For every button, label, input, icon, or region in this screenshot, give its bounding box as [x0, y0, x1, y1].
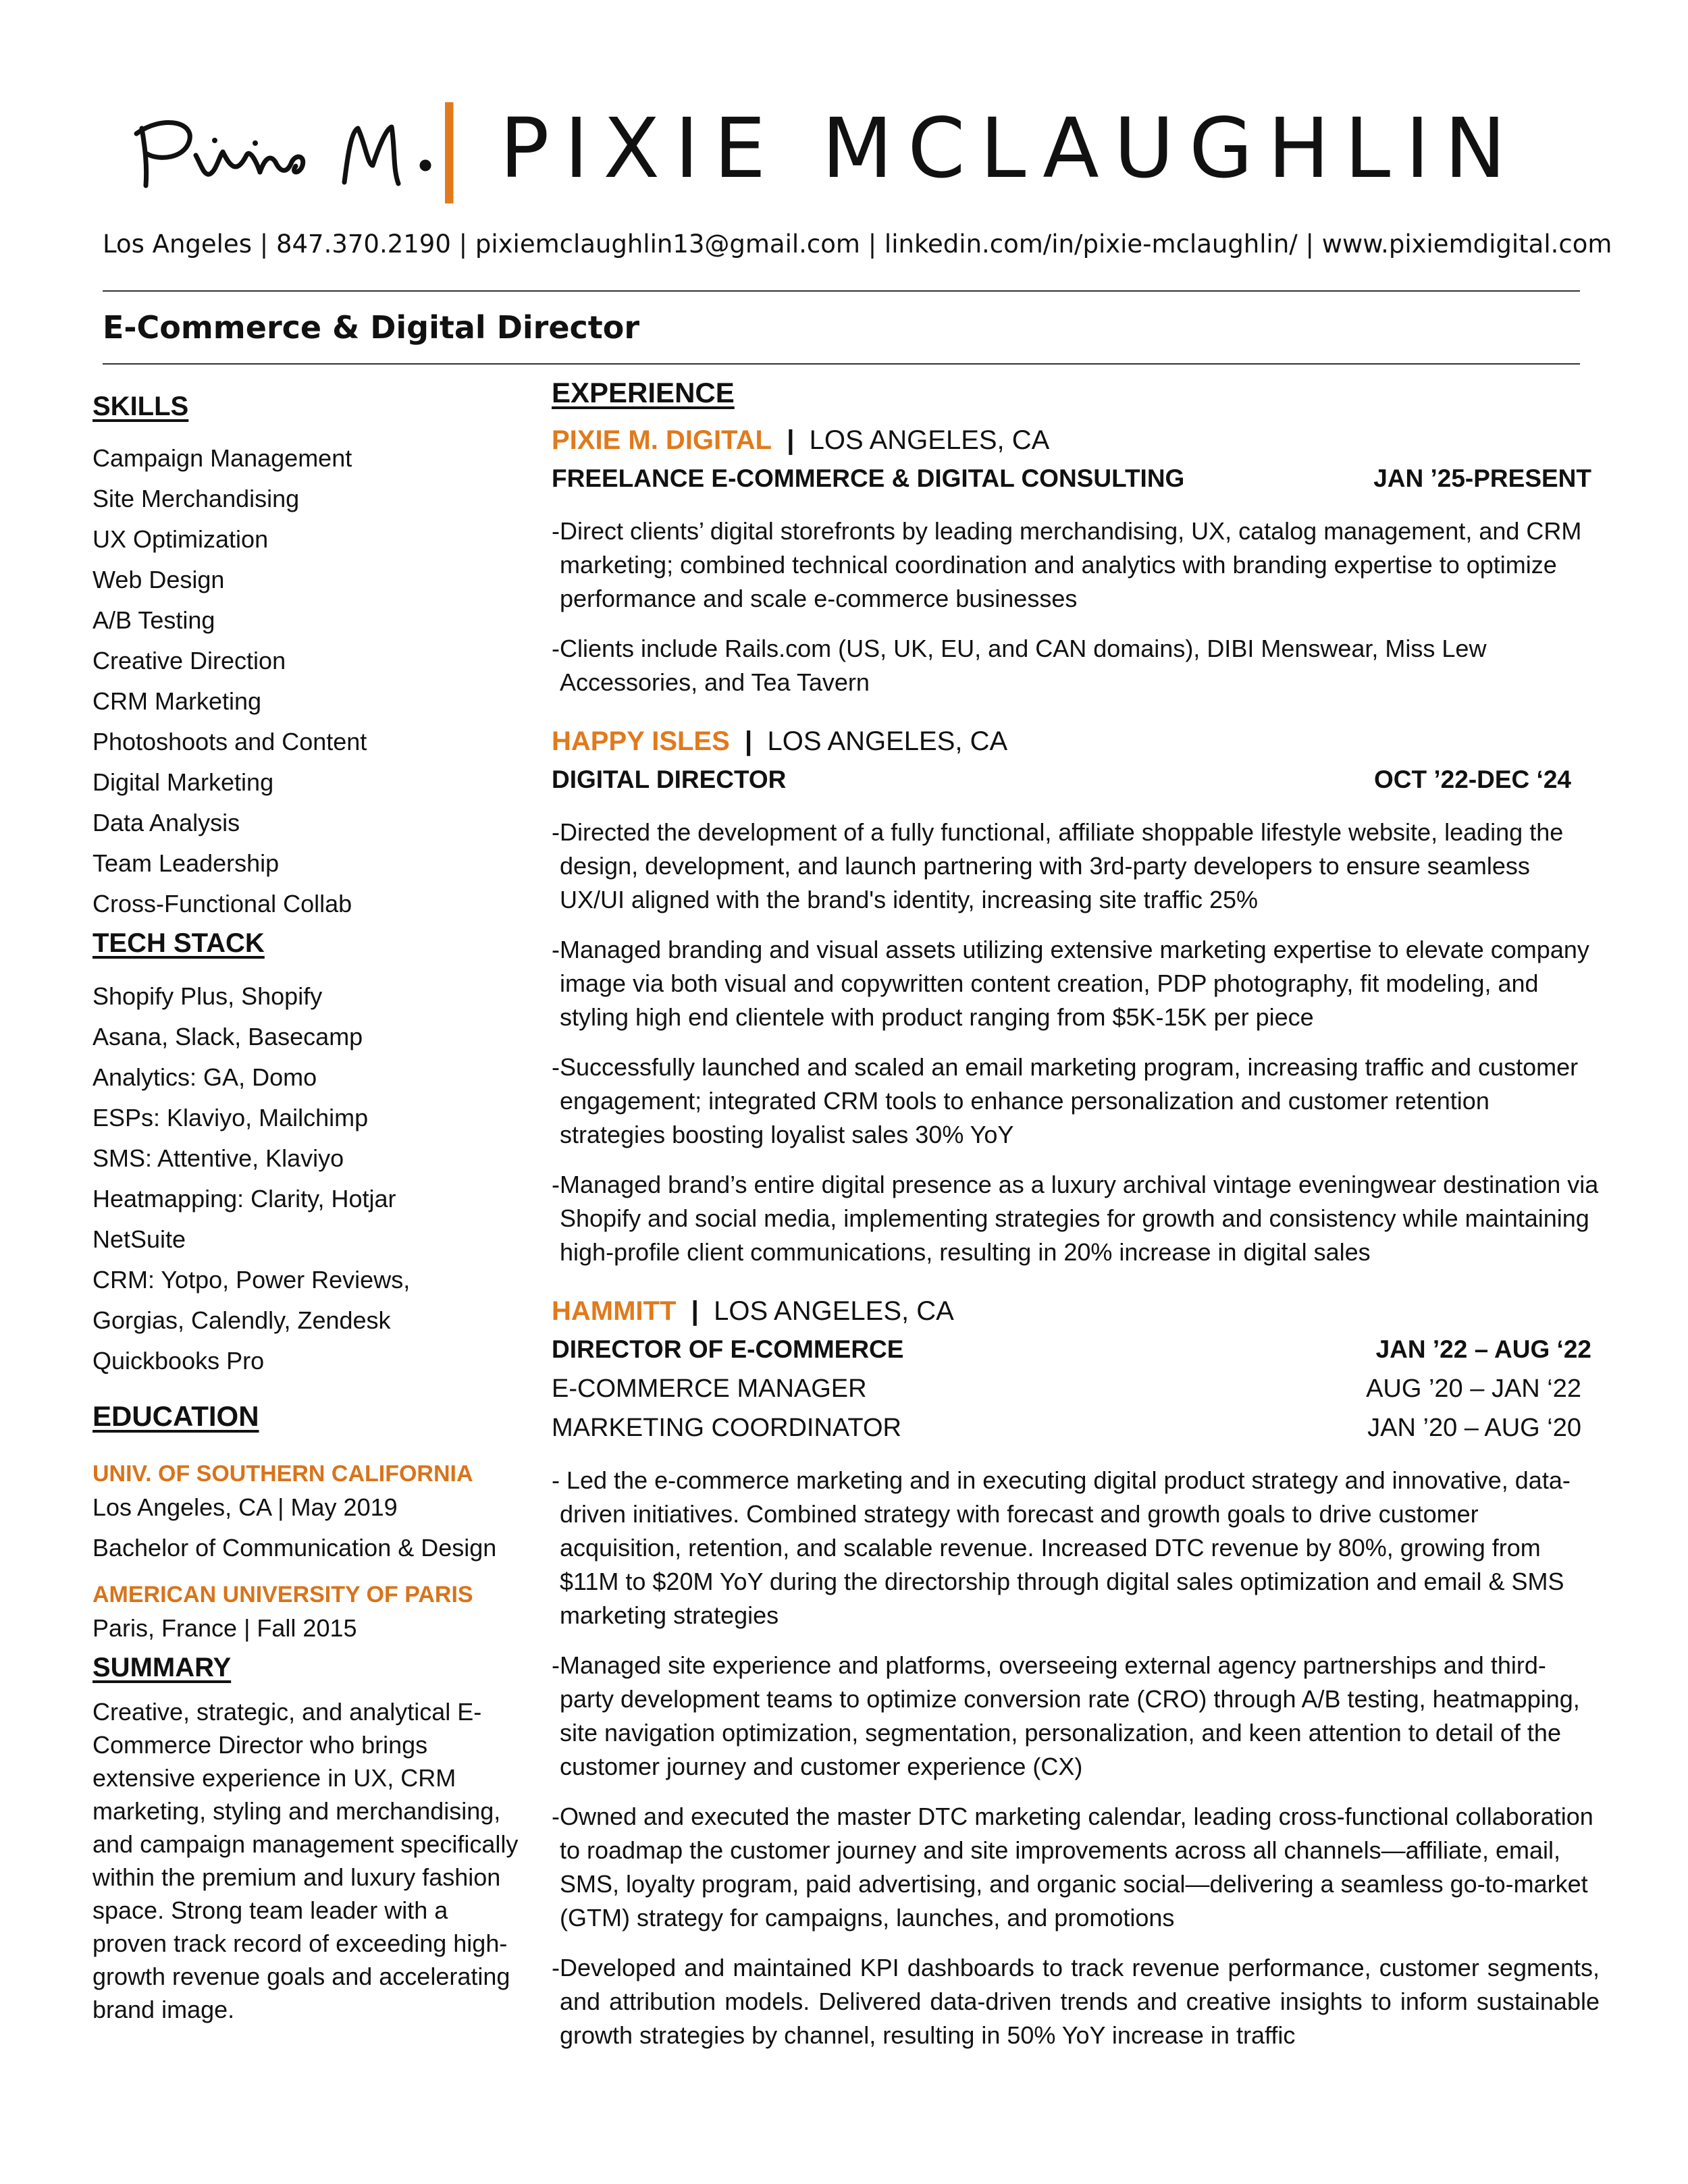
bullet-item: -Managed brand’s entire digital presence as a luxury archival vintage eveningwear destination via Shopify and social media, implementing strategies for growth and consistency while maintaining high-profile client communications, resulting in 20% increase in digital sales: [552, 1171, 1599, 1266]
company-location: LOS ANGELES, CA: [809, 425, 1050, 455]
company-separator: |: [745, 726, 753, 756]
company-location: LOS ANGELES, CA: [714, 1296, 954, 1326]
company-separator: |: [691, 1296, 699, 1326]
bullet-item: - Led the e-commerce marketing and in executing digital product strategy and innovative, data-driven initiatives. Combined strategy with forecast and growth goals to drive customer acquisition, retention, and scalable revenue. Increased DTC revenue by 80%, growing from $11M to $20M YoY during the directorship through digital sales optimization and email & SMS marketing strategies: [552, 1466, 1571, 1629]
role-dates: JAN ’22 – AUG ‘22: [1375, 1335, 1591, 1363]
list-item: Photoshoots and Content: [93, 728, 367, 755]
list-item: Web Design: [93, 566, 225, 593]
company-name: HAPPY ISLES: [552, 726, 730, 756]
full-name: PIXIE MCLAUGHLIN: [500, 101, 1521, 196]
list-item: Campaign Management: [93, 444, 352, 472]
bullet-item: -Developed and maintained KPI dashboards to track revenue performance, customer segments, and attribution models. Delivered data-driven trends and creative insights to inform sustainable growth strategies by channel, resulting in 50% YoY increase in traffic: [552, 1954, 1600, 2049]
education-degree: Bachelor of Communication & Design: [93, 1534, 497, 1562]
role-dates: AUG ’20 – JAN ‘22: [1366, 1375, 1581, 1403]
list-item: A/B Testing: [93, 606, 215, 634]
list-item: Digital Marketing: [93, 768, 274, 796]
experience-section: [552, 377, 1605, 2052]
bullet-item: -Managed branding and visual assets utilizing extensive marketing expertise to elevate company image via both visual and copywritten content creation, PDP photography, fit modeling, and styling high end clientele with product ranging from $5K-15K per piece: [552, 936, 1589, 1031]
list-item: Site Merchandising: [93, 485, 300, 512]
list-item: SMS: Attentive, Klaviyo: [93, 1144, 344, 1172]
bullet-item: -Successfully launched and scaled an email marketing program, increasing traffic and customer engagement; integrated CRM tools to enhance personalization and customer retention strategies boosting loyalist sales 30% YoY: [552, 1053, 1579, 1148]
list-item: Creative Direction: [93, 647, 286, 674]
role-title: E-COMMERCE MANAGER: [552, 1375, 867, 1403]
list-item: Analytics: GA, Domo: [93, 1063, 317, 1091]
list-item: Heatmapping: Clarity, Hotjar: [93, 1185, 396, 1213]
role-row: [552, 1330, 1591, 1369]
tech-stack-list: [93, 976, 525, 1381]
list-item: Gorgias, Calendly, Zendesk: [93, 1306, 391, 1334]
list-item: Quickbooks Pro: [93, 1347, 265, 1375]
role-title: FREELANCE E-COMMERCE & DIGITAL CONSULTING: [552, 464, 1185, 492]
summary-text: Creative, strategic, and analytical E-Commerce Director who brings extensive experience in UX, CRM marketing, styling and merchandising, and campaign management specifically within the premium and luxury fashion space. Strong team leader with a proven track record of exceeding high-growth revenue goals and accelerating brand image.: [93, 1698, 519, 2023]
job-header: [552, 1292, 1605, 1330]
company-name: PIXIE M. DIGITAL: [552, 425, 772, 455]
role-title: DIGITAL DIRECTOR: [552, 766, 787, 793]
job-entry: [552, 1292, 1605, 2052]
role-dates: OCT ’22-DEC ‘24: [1374, 766, 1571, 793]
list-item: Shopify Plus, Shopify: [93, 982, 323, 1010]
signature: [122, 101, 459, 196]
list-item: NetSuite: [93, 1225, 186, 1253]
job-entry: [552, 722, 1605, 1269]
education-heading: EDUCATION: [93, 1400, 259, 1432]
list-item: Data Analysis: [93, 809, 240, 836]
company-location: LOS ANGELES, CA: [767, 726, 1008, 756]
list-item: UX Optimization: [93, 525, 269, 553]
bullet-item: -Directed the development of a fully functional, affiliate shoppable lifestyle website, leading the design, development, and launch partnering with 3rd-party developers to ensure seamless UX/UI aligned with the brand's identity, increasing site traffic 25%: [552, 818, 1564, 913]
divider-bottom: [103, 363, 1580, 365]
resume-header: [101, 86, 1587, 204]
role-row: [552, 1408, 1581, 1447]
sidebar: [93, 392, 525, 2026]
list-item: CRM Marketing: [93, 687, 262, 715]
bullet-item: -Direct clients’ digital storefronts by leading merchandising, UX, catalog management, and CRM marketing; combined technical coordination and analytics with branding expertise to optimize performance and scale e-commerce businesses: [552, 517, 1582, 612]
role-row: [552, 459, 1591, 498]
list-item: ESPs: Klaviyo, Mailchimp: [93, 1104, 369, 1131]
skills-heading: SKILLS: [93, 392, 189, 421]
list-item: CRM: Yotpo, Power Reviews,: [93, 1266, 411, 1294]
name-separator: |: [432, 86, 467, 204]
role-row: [552, 1369, 1581, 1408]
bullet-item: -Owned and executed the master DTC marketing calendar, leading cross-functional collaboration to roadmap the customer journey and site improvements across all channels—affiliate, email, SMS, loyalty program, paid advertising, and organic social—delivering a seamless go-to-market (GTM) strategy for campaigns, launches, and promotions: [552, 1803, 1593, 1932]
role-dates: JAN ’20 – AUG ‘20: [1367, 1414, 1581, 1442]
role-dates: JAN ’25-PRESENT: [1373, 464, 1591, 492]
bullet-item: -Clients include Rails.com (US, UK, EU, and CAN domains), DIBI Menswear, Miss Lew Accessories, and Tea Tavern: [552, 635, 1487, 696]
tech-stack-heading: TECH STACK: [93, 928, 265, 958]
job-entry: [552, 421, 1605, 699]
role-title: MARKETING COORDINATOR: [552, 1414, 901, 1442]
education-school: UNIV. OF SOUTHERN CALIFORNIA: [93, 1461, 473, 1487]
summary-heading: SUMMARY: [93, 1653, 232, 1682]
list-item: Cross-Functional Collab: [93, 890, 352, 917]
divider-top: [103, 290, 1580, 292]
skills-list: [93, 438, 525, 924]
role-row: [552, 760, 1571, 799]
job-title: E-Commerce & Digital Director: [103, 309, 640, 346]
contact-line: Los Angeles | 847.370.2190 | pixiemclaughlin13@gmail.com | linkedin.com/in/pixie-mclaughlin/ | www.pixiemdigital.com: [103, 230, 1612, 259]
list-item: Team Leadership: [93, 849, 280, 877]
company-name: HAMMITT: [552, 1296, 677, 1326]
company-separator: |: [787, 425, 795, 455]
bullet-item: -Managed site experience and platforms, overseeing external agency partnerships and third-party development teams to optimize conversion rate (CRO) through A/B testing, heatmapping, site navigation optimization, segmentation, personalization, and keen attention to detail of the customer journey and customer experience (CX): [552, 1651, 1580, 1780]
education-school: AMERICAN UNIVERSITY OF PARIS: [93, 1582, 473, 1607]
job-header: [552, 421, 1605, 459]
list-item: Asana, Slack, Basecamp: [93, 1023, 363, 1050]
education-detail: Los Angeles, CA | May 2019: [93, 1493, 398, 1521]
role-title: DIRECTOR OF E-COMMERCE: [552, 1335, 904, 1363]
experience-heading: EXPERIENCE: [552, 377, 735, 408]
job-header: [552, 722, 1605, 760]
education-detail: Paris, France | Fall 2015: [93, 1614, 357, 1642]
